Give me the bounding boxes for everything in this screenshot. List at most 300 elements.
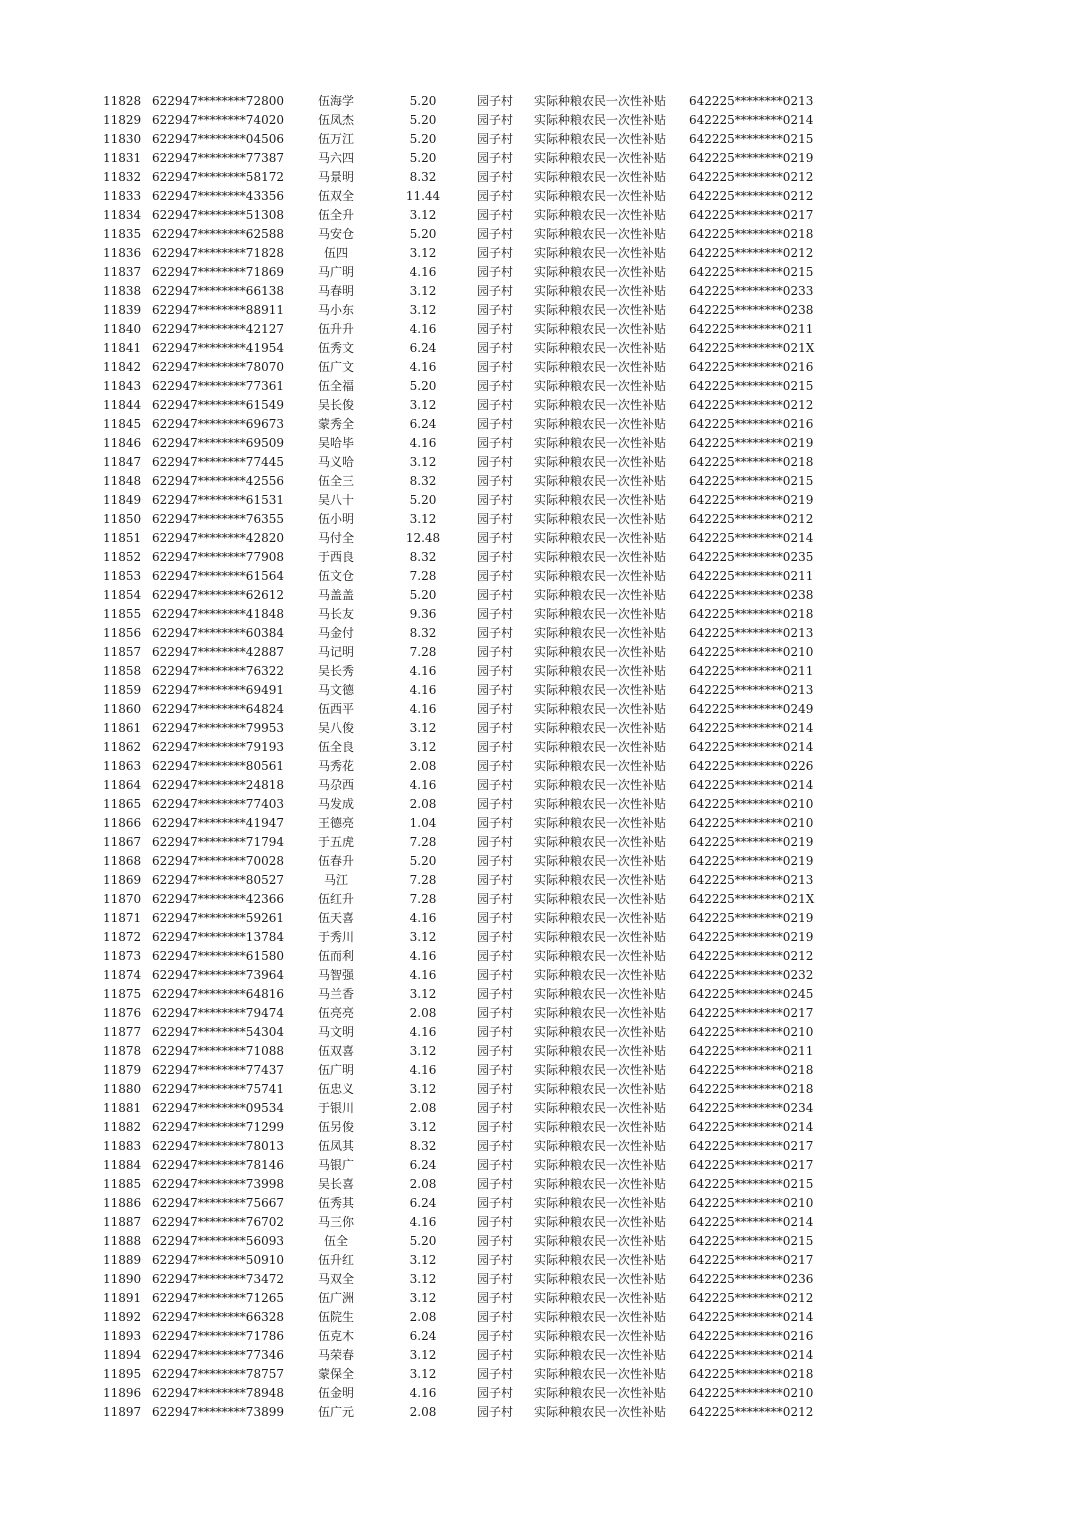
id-card-number: 642225********0219: [689, 854, 814, 868]
id-card-number: 642225********0232: [689, 968, 814, 982]
subsidy-amount: 4.16: [409, 1215, 437, 1229]
village-name: 园子村: [476, 797, 513, 811]
row-number: 11884: [103, 1158, 142, 1172]
farmer-name: 马荣春: [317, 1348, 354, 1362]
id-card-number: 642225********0236: [689, 1272, 814, 1286]
table-row: [0, 1194, 1074, 1213]
farmer-name: 伍全升: [317, 208, 354, 222]
table-row: [0, 434, 1074, 453]
row-number: 11829: [103, 113, 142, 127]
id-card-number: 642225********0213: [689, 873, 814, 887]
table-row: [0, 852, 1074, 871]
bank-card-number: 622947********61531: [152, 493, 284, 507]
farmer-name: 伍四: [323, 246, 348, 260]
farmer-name: 马六四: [317, 151, 354, 165]
bank-card-number: 622947********70028: [152, 854, 284, 868]
farmer-name: 伍海学: [317, 94, 354, 108]
table-row: [0, 947, 1074, 966]
farmer-name: 马银广: [317, 1158, 354, 1172]
id-card-number: 642225********0212: [689, 246, 814, 260]
subsidy-amount: 3.12: [409, 740, 437, 754]
village-name: 园子村: [476, 835, 513, 849]
subsidy-type: 实际种粮农民一次性补贴: [534, 759, 667, 773]
village-name: 园子村: [476, 1044, 513, 1058]
bank-card-number: 622947********71828: [152, 246, 284, 260]
subsidy-type: 实际种粮农民一次性补贴: [534, 721, 667, 735]
subsidy-amount: 3.12: [409, 1120, 437, 1134]
subsidy-amount: 4.16: [409, 702, 437, 716]
table-row: [0, 396, 1074, 415]
village-name: 园子村: [476, 1215, 513, 1229]
table-row: [0, 662, 1074, 681]
subsidy-amount: 3.12: [409, 208, 437, 222]
id-card-number: 642225********0215: [689, 265, 814, 279]
subsidy-amount: 5.20: [409, 1234, 437, 1248]
farmer-name: 马双全: [317, 1272, 354, 1286]
id-card-number: 642225********0213: [689, 626, 814, 640]
bank-card-number: 622947********77445: [152, 455, 284, 469]
id-card-number: 642225********0210: [689, 645, 814, 659]
subsidy-amount: 8.32: [409, 626, 437, 640]
farmer-name: 马安仓: [317, 227, 354, 241]
village-name: 园子村: [476, 246, 513, 260]
table-row: [0, 1403, 1074, 1422]
row-number: 11850: [103, 512, 142, 526]
table-row: [0, 225, 1074, 244]
village-name: 园子村: [476, 1348, 513, 1362]
subsidy-amount: 3.12: [409, 398, 437, 412]
farmer-name: 伍红升: [317, 892, 354, 906]
farmer-name: 马兰香: [317, 987, 354, 1001]
id-card-number: 642225********0211: [689, 569, 814, 583]
table-row: [0, 320, 1074, 339]
row-number: 11879: [103, 1063, 142, 1077]
row-number: 11865: [103, 797, 142, 811]
bank-card-number: 622947********09534: [152, 1101, 284, 1115]
table-row: [0, 928, 1074, 947]
row-number: 11862: [103, 740, 142, 754]
subsidy-type: 实际种粮农民一次性补贴: [534, 1177, 667, 1191]
subsidy-amount: 8.32: [409, 170, 437, 184]
village-name: 园子村: [476, 1082, 513, 1096]
subsidy-type: 实际种粮农民一次性补贴: [534, 968, 667, 982]
subsidy-amount: 3.12: [409, 1253, 437, 1267]
bank-card-number: 622947********78070: [152, 360, 284, 374]
table-row: [0, 719, 1074, 738]
village-name: 园子村: [476, 455, 513, 469]
table-row: [0, 453, 1074, 472]
village-name: 园子村: [476, 170, 513, 184]
farmer-name: 伍秀其: [317, 1196, 354, 1210]
id-card-number: 642225********0212: [689, 170, 814, 184]
village-name: 园子村: [476, 398, 513, 412]
bank-card-number: 622947********62612: [152, 588, 284, 602]
id-card-number: 642225********0214: [689, 1215, 814, 1229]
village-name: 园子村: [476, 113, 513, 127]
id-card-number: 642225********0219: [689, 911, 814, 925]
table-row: [0, 1099, 1074, 1118]
bank-card-number: 622947********61549: [152, 398, 284, 412]
bank-card-number: 622947********73472: [152, 1272, 284, 1286]
row-number: 11896: [103, 1386, 142, 1400]
farmer-name: 马景明: [317, 170, 354, 184]
id-card-number: 642225********0210: [689, 1025, 814, 1039]
farmer-name: 伍双全: [317, 189, 354, 203]
row-number: 11837: [103, 265, 142, 279]
bank-card-number: 622947********77346: [152, 1348, 284, 1362]
subsidy-type: 实际种粮农民一次性补贴: [534, 1044, 667, 1058]
row-number: 11840: [103, 322, 142, 336]
subsidy-type: 实际种粮农民一次性补贴: [534, 474, 667, 488]
id-card-number: 642225********0245: [689, 987, 814, 1001]
farmer-name: 伍秀文: [317, 341, 354, 355]
village-name: 园子村: [476, 778, 513, 792]
bank-card-number: 622947********77361: [152, 379, 284, 393]
subsidy-type: 实际种粮农民一次性补贴: [534, 645, 667, 659]
subsidy-amount: 8.32: [409, 474, 437, 488]
row-number: 11841: [103, 341, 142, 355]
table-row: [0, 909, 1074, 928]
bank-card-number: 622947********76322: [152, 664, 284, 678]
village-name: 园子村: [476, 854, 513, 868]
farmer-name: 马长友: [317, 607, 354, 621]
subsidy-amount: 4.16: [409, 322, 437, 336]
subsidy-type: 实际种粮农民一次性补贴: [534, 94, 667, 108]
subsidy-type: 实际种粮农民一次性补贴: [534, 1025, 667, 1039]
village-name: 园子村: [476, 550, 513, 564]
farmer-name: 于五虎: [317, 835, 354, 849]
row-number: 11897: [103, 1405, 142, 1419]
farmer-name: 马春明: [317, 284, 354, 298]
farmer-name: 伍凤杰: [317, 113, 354, 127]
row-number: 11873: [103, 949, 142, 963]
row-number: 11875: [103, 987, 142, 1001]
subsidy-amount: 3.12: [409, 246, 437, 260]
farmer-name: 伍凤其: [317, 1139, 354, 1153]
village-name: 园子村: [476, 1405, 513, 1419]
village-name: 园子村: [476, 322, 513, 336]
subsidy-amount: 5.20: [409, 132, 437, 146]
subsidy-type: 实际种粮农民一次性补贴: [534, 493, 667, 507]
row-number: 11882: [103, 1120, 142, 1134]
village-name: 园子村: [476, 1120, 513, 1134]
subsidy-type: 实际种粮农民一次性补贴: [534, 778, 667, 792]
row-number: 11893: [103, 1329, 142, 1343]
subsidy-amount: 9.36: [409, 607, 437, 621]
subsidy-type: 实际种粮农民一次性补贴: [534, 740, 667, 754]
bank-card-number: 622947********56093: [152, 1234, 284, 1248]
table-row: [0, 1080, 1074, 1099]
id-card-number: 642225********0210: [689, 816, 814, 830]
farmer-name: 吴哈毕: [317, 436, 354, 450]
table-row: [0, 263, 1074, 282]
table-row: [0, 1213, 1074, 1232]
table-row: [0, 1004, 1074, 1023]
row-number: 11831: [103, 151, 142, 165]
bank-card-number: 622947********43356: [152, 189, 284, 203]
village-name: 园子村: [476, 588, 513, 602]
row-number: 11851: [103, 531, 142, 545]
bank-card-number: 622947********88911: [152, 303, 284, 317]
village-name: 园子村: [476, 474, 513, 488]
subsidy-amount: 6.24: [409, 341, 437, 355]
id-card-number: 642225********0219: [689, 493, 814, 507]
row-number: 11868: [103, 854, 142, 868]
row-number: 11895: [103, 1367, 142, 1381]
id-card-number: 642225********0210: [689, 1196, 814, 1210]
subsidy-amount: 3.12: [409, 303, 437, 317]
bank-card-number: 622947********79953: [152, 721, 284, 735]
subsidy-type: 实际种粮农民一次性补贴: [534, 1215, 667, 1229]
table-row: [0, 605, 1074, 624]
village-name: 园子村: [476, 284, 513, 298]
subsidy-type: 实际种粮农民一次性补贴: [534, 322, 667, 336]
row-number: 11848: [103, 474, 142, 488]
farmer-name: 伍全: [323, 1234, 348, 1248]
bank-card-number: 622947********73998: [152, 1177, 284, 1191]
row-number: 11891: [103, 1291, 142, 1305]
subsidy-type: 实际种粮农民一次性补贴: [534, 702, 667, 716]
subsidy-amount: 5.20: [409, 227, 437, 241]
subsidy-amount: 4.16: [409, 683, 437, 697]
table-row: [0, 776, 1074, 795]
subsidy-amount: 2.08: [409, 1177, 437, 1191]
farmer-name: 马广明: [317, 265, 354, 279]
village-name: 园子村: [476, 1177, 513, 1191]
row-number: 11894: [103, 1348, 142, 1362]
farmer-name: 马义哈: [317, 455, 354, 469]
id-card-number: 642225********0234: [689, 1101, 814, 1115]
bank-card-number: 622947********66138: [152, 284, 284, 298]
table-row: [0, 472, 1074, 491]
subsidy-type: 实际种粮农民一次性补贴: [534, 208, 667, 222]
subsidy-type: 实际种粮农民一次性补贴: [534, 1006, 667, 1020]
subsidy-amount: 4.16: [409, 1386, 437, 1400]
table-row: [0, 1289, 1074, 1308]
id-card-number: 642225********0212: [689, 949, 814, 963]
bank-card-number: 622947********75667: [152, 1196, 284, 1210]
id-card-number: 642225********0233: [689, 284, 814, 298]
subsidy-type: 实际种粮农民一次性补贴: [534, 835, 667, 849]
subsidy-amount: 3.12: [409, 512, 437, 526]
table-row: [0, 1346, 1074, 1365]
farmer-name: 伍广洲: [317, 1291, 354, 1305]
table-row: [0, 491, 1074, 510]
farmer-name: 马秀花: [317, 759, 354, 773]
subsidy-amount: 7.28: [409, 569, 437, 583]
subsidy-type: 实际种粮农民一次性补贴: [534, 227, 667, 241]
id-card-number: 642225********0210: [689, 1386, 814, 1400]
id-card-number: 642225********0214: [689, 113, 814, 127]
farmer-name: 马尕西: [317, 778, 354, 792]
subsidy-type: 实际种粮农民一次性补贴: [534, 1386, 667, 1400]
subsidy-type: 实际种粮农民一次性补贴: [534, 189, 667, 203]
table-row: [0, 966, 1074, 985]
id-card-number: 642225********0217: [689, 208, 814, 222]
table-row: [0, 985, 1074, 1004]
id-card-number: 642225********0238: [689, 303, 814, 317]
bank-card-number: 622947********61580: [152, 949, 284, 963]
village-name: 园子村: [476, 1101, 513, 1115]
farmer-name: 马文德: [317, 683, 354, 697]
table-row: [0, 567, 1074, 586]
subsidy-amount: 4.16: [409, 360, 437, 374]
subsidy-amount: 3.12: [409, 1348, 437, 1362]
subsidy-type: 实际种粮农民一次性补贴: [534, 455, 667, 469]
farmer-name: 马记明: [317, 645, 354, 659]
row-number: 11834: [103, 208, 142, 222]
id-card-number: 642225********0218: [689, 455, 814, 469]
row-number: 11853: [103, 569, 142, 583]
subsidy-amount: 2.08: [409, 759, 437, 773]
farmer-name: 于西良: [317, 550, 354, 564]
subsidy-type: 实际种粮农民一次性补贴: [534, 1367, 667, 1381]
table-row: [0, 586, 1074, 605]
bank-card-number: 622947********59261: [152, 911, 284, 925]
table-row: [0, 187, 1074, 206]
bank-card-number: 622947********78013: [152, 1139, 284, 1153]
bank-card-number: 622947********64816: [152, 987, 284, 1001]
row-number: 11877: [103, 1025, 142, 1039]
farmer-name: 伍全福: [317, 379, 354, 393]
subsidy-type: 实际种粮农民一次性补贴: [534, 151, 667, 165]
table-row: [0, 1270, 1074, 1289]
id-card-number: 642225********0216: [689, 1329, 814, 1343]
farmer-name: 伍另俊: [317, 1120, 354, 1134]
subsidy-amount: 3.12: [409, 455, 437, 469]
id-card-number: 642225********0214: [689, 1348, 814, 1362]
farmer-name: 伍广元: [317, 1405, 354, 1419]
village-name: 园子村: [476, 341, 513, 355]
bank-card-number: 622947********80527: [152, 873, 284, 887]
bank-card-number: 622947********58172: [152, 170, 284, 184]
village-name: 园子村: [476, 721, 513, 735]
id-card-number: 642225********0211: [689, 664, 814, 678]
id-card-number: 642225********0215: [689, 1177, 814, 1191]
subsidy-amount: 2.08: [409, 797, 437, 811]
subsidy-amount: 12.48: [405, 531, 441, 545]
farmer-name: 伍金明: [317, 1386, 354, 1400]
subsidy-type: 实际种粮农民一次性补贴: [534, 512, 667, 526]
village-name: 园子村: [476, 645, 513, 659]
village-name: 园子村: [476, 968, 513, 982]
id-card-number: 642225********0210: [689, 797, 814, 811]
table-row: [0, 814, 1074, 833]
bank-card-number: 622947********42820: [152, 531, 284, 545]
id-card-number: 642225********0213: [689, 683, 814, 697]
table-row: [0, 244, 1074, 263]
bank-card-number: 622947********72800: [152, 94, 284, 108]
village-name: 园子村: [476, 1025, 513, 1039]
subsidy-amount: 2.08: [409, 1405, 437, 1419]
subsidy-amount: 3.12: [409, 721, 437, 735]
farmer-name: 马文明: [317, 1025, 354, 1039]
table-row: [0, 681, 1074, 700]
table-row: [0, 700, 1074, 719]
row-number: 11883: [103, 1139, 142, 1153]
row-number: 11876: [103, 1006, 142, 1020]
subsidy-type: 实际种粮农民一次性补贴: [534, 1120, 667, 1134]
row-number: 11870: [103, 892, 142, 906]
row-number: 11839: [103, 303, 142, 317]
bank-card-number: 622947********64824: [152, 702, 284, 716]
bank-card-number: 622947********79193: [152, 740, 284, 754]
subsidy-type: 实际种粮农民一次性补贴: [534, 588, 667, 602]
farmer-name: 伍亮亮: [317, 1006, 354, 1020]
bank-card-number: 622947********76355: [152, 512, 284, 526]
subsidy-amount: 3.12: [409, 1082, 437, 1096]
village-name: 园子村: [476, 683, 513, 697]
id-card-number: 642225********0217: [689, 1006, 814, 1020]
bank-card-number: 622947********13784: [152, 930, 284, 944]
id-card-number: 642225********0219: [689, 835, 814, 849]
id-card-number: 642225********0213: [689, 94, 814, 108]
subsidy-type: 实际种粮农民一次性补贴: [534, 417, 667, 431]
farmer-name: 伍升红: [317, 1253, 354, 1267]
subsidy-type: 实际种粮农民一次性补贴: [534, 664, 667, 678]
subsidy-type: 实际种粮农民一次性补贴: [534, 1253, 667, 1267]
subsidy-type: 实际种粮农民一次性补贴: [534, 1158, 667, 1172]
farmer-name: 吴长秀: [317, 664, 354, 678]
subsidy-amount: 4.16: [409, 949, 437, 963]
table-row: [0, 1118, 1074, 1137]
subsidy-amount: 4.16: [409, 664, 437, 678]
subsidy-type: 实际种粮农民一次性补贴: [534, 360, 667, 374]
subsidy-amount: 5.20: [409, 854, 437, 868]
farmer-name: 马智强: [317, 968, 354, 982]
farmer-name: 伍忠义: [317, 1082, 354, 1096]
subsidy-type: 实际种粮农民一次性补贴: [534, 930, 667, 944]
id-card-number: 642225********0216: [689, 360, 814, 374]
row-number: 11852: [103, 550, 142, 564]
bank-card-number: 622947********41947: [152, 816, 284, 830]
table-row: [0, 1137, 1074, 1156]
village-name: 园子村: [476, 436, 513, 450]
id-card-number: 642225********0214: [689, 740, 814, 754]
row-number: 11887: [103, 1215, 142, 1229]
village-name: 园子村: [476, 1386, 513, 1400]
farmer-name: 吴长俊: [317, 398, 354, 412]
bank-card-number: 622947********69491: [152, 683, 284, 697]
row-number: 11857: [103, 645, 142, 659]
farmer-name: 伍广文: [317, 360, 354, 374]
farmer-name: 蒙秀全: [317, 417, 354, 431]
subsidy-amount: 7.28: [409, 645, 437, 659]
id-card-number: 642225********0226: [689, 759, 814, 773]
village-name: 园子村: [476, 189, 513, 203]
row-number: 11859: [103, 683, 142, 697]
subsidy-type: 实际种粮农民一次性补贴: [534, 1291, 667, 1305]
subsidy-type: 实际种粮农民一次性补贴: [534, 873, 667, 887]
village-name: 园子村: [476, 132, 513, 146]
subsidy-type: 实际种粮农民一次性补贴: [534, 911, 667, 925]
village-name: 园子村: [476, 512, 513, 526]
row-number: 11861: [103, 721, 142, 735]
farmer-name: 伍全三: [317, 474, 354, 488]
village-name: 园子村: [476, 1310, 513, 1324]
bank-card-number: 622947********42556: [152, 474, 284, 488]
id-card-number: 642225********0219: [689, 436, 814, 450]
village-name: 园子村: [476, 702, 513, 716]
id-card-number: 642225********021X: [689, 892, 815, 906]
row-number: 11860: [103, 702, 142, 716]
farmer-name: 于秀川: [317, 930, 354, 944]
table-row: [0, 890, 1074, 909]
table-row: [0, 510, 1074, 529]
bank-card-number: 622947********50910: [152, 1253, 284, 1267]
farmer-name: 吴八俊: [317, 721, 354, 735]
id-card-number: 642225********0216: [689, 417, 814, 431]
